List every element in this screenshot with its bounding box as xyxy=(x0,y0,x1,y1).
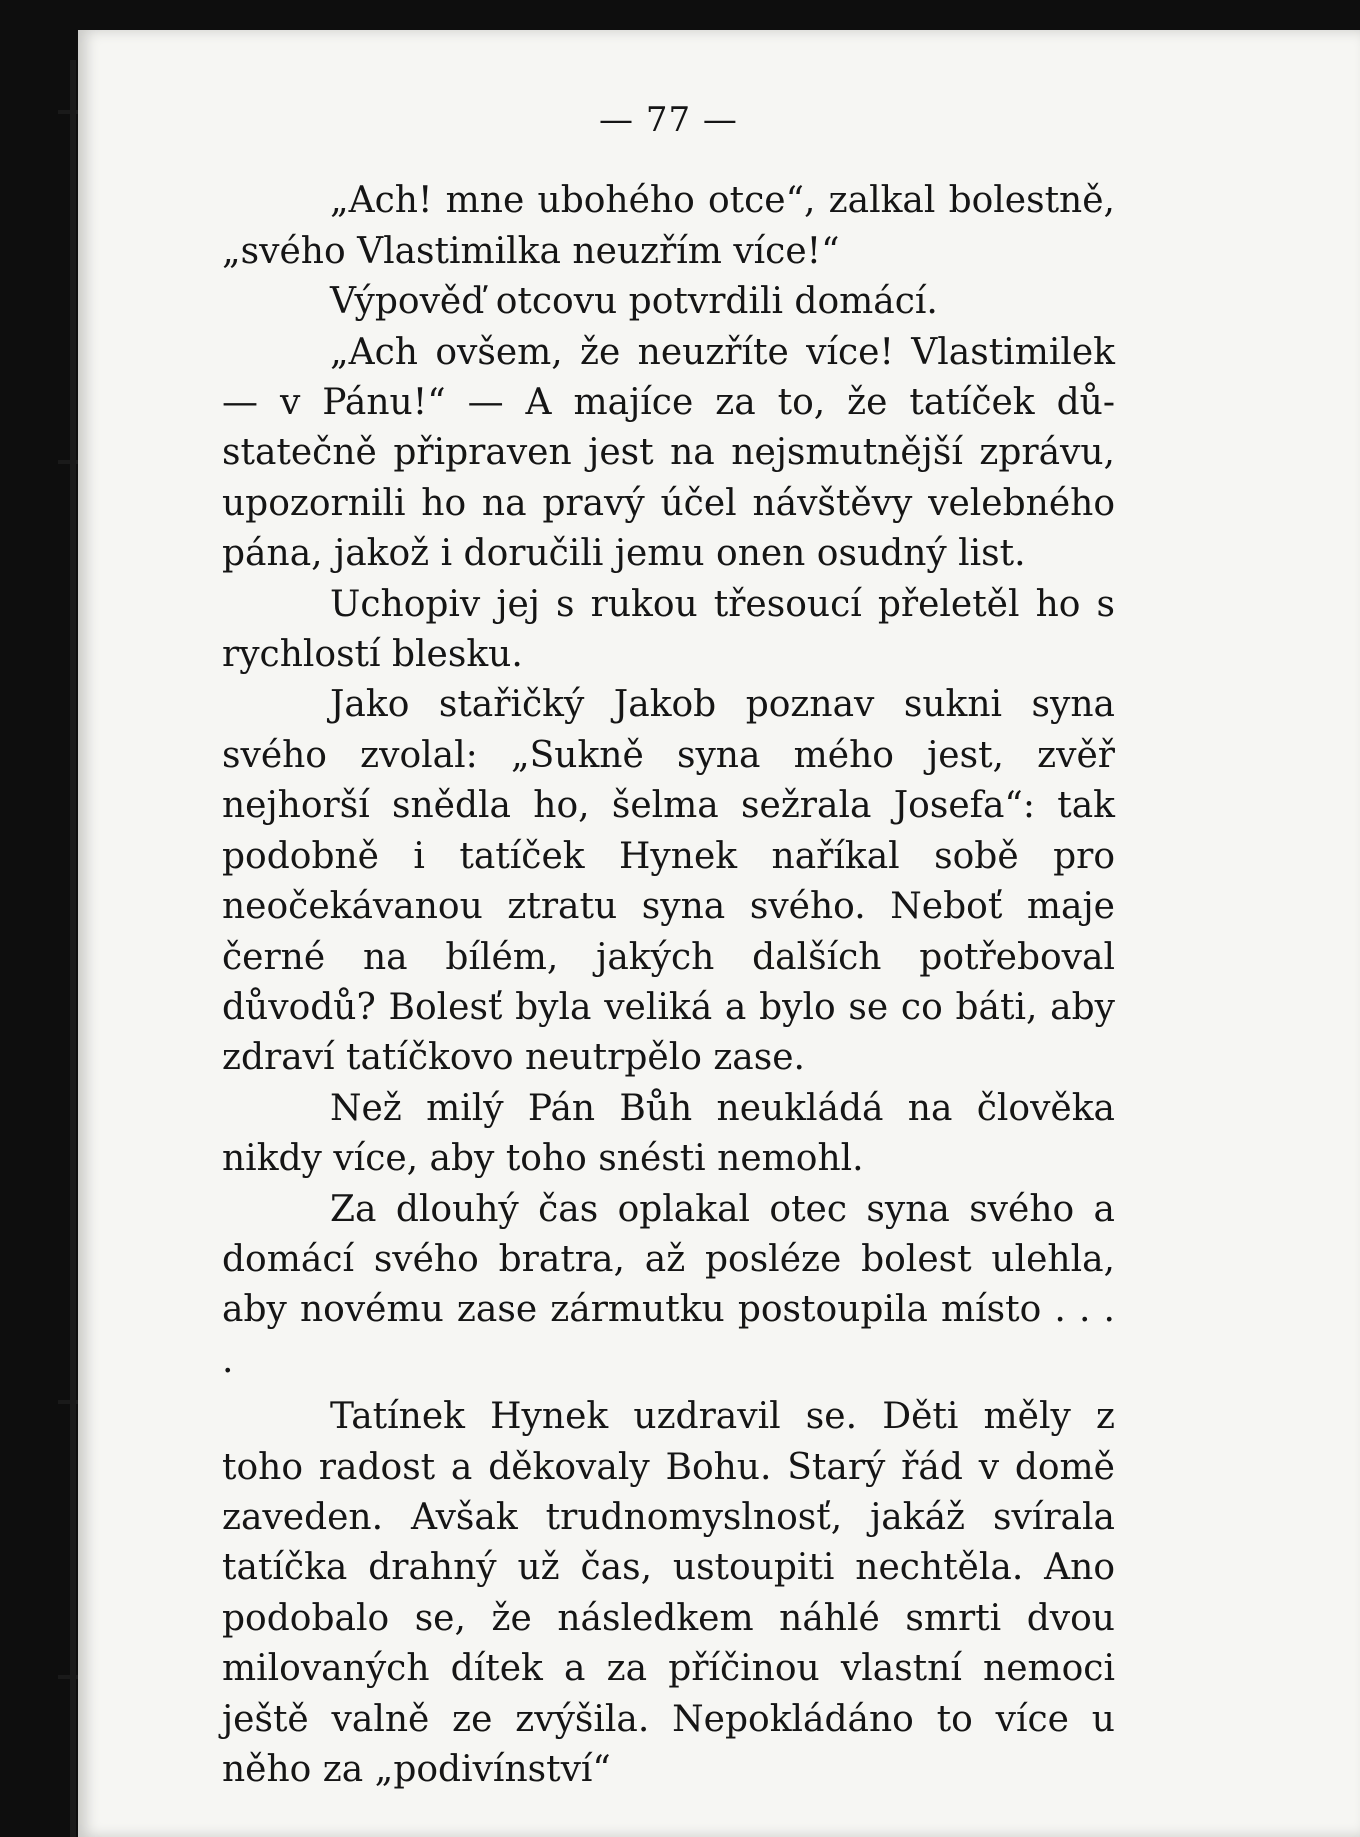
paragraph: Tatínek Hynek uzdravil se. Děti měly z toho radost a děkovaly Bohu. Starý řád v domě zaveden. Avšak trudnomyslnosť, jakáž svírala tatíčka drahný už čas, ustoupiti nechtěla. Ano podobalo se, že následkem náhlé smrti dvou milovaných dítek a za příčinou vlastní nemoci ještě valně ze zvýšila. Nepokládáno to více u něho za „podivínství“ xyxy=(222,1396,1115,1790)
paragraph: Za dlouhý čas oplakal otec syna svého a domácí svého bratra, až posléze bolest ulehla, aby novému zase zármutku postoupila místo . . . . xyxy=(222,1188,1115,1381)
paragraph: Jako stařičký Jakob poznav sukni syna svého zvolal: „Sukně syna mého jest, zvěř nejhorší snědla ho, šelma sežrala Josefa“: tak podobně i tatíček Hynek naříkal sobě pro neočekávanou ztratu syna svého. Neboť maje černé na bílém, jakých dalších potřeboval důvodů? Bolesť byla veliká a bylo se co báti, aby zdraví tatíčkovo neutrpělo zase. xyxy=(222,684,1115,1079)
paragraph: Uchopiv jej s rukou třesoucí přeletěl ho s rychlostí blesku. xyxy=(222,583,1115,676)
paragraph: Výpověď otcovu potvrdili domácí. xyxy=(330,281,938,323)
binding-edge xyxy=(70,60,76,1837)
paragraph: „Ach ovšem, že neuzříte více! Vlastimilek — v Pánu!“ — A majíce za to, že tatíček důstatečně připraven jest na nejsmutnější zprávu, upozornili ho na pravý účel návštěvy velebného pána, jakož i doručili jemu onen osudný list. xyxy=(222,331,1115,575)
page-text xyxy=(222,95,1115,1795)
page-number: — 77 — xyxy=(599,100,738,140)
paragraph: Než milý Pán Bůh neukládá na člověka nikdy více, aby toho snésti nemohl. xyxy=(222,1087,1115,1180)
paragraph: „Ach! mne ubohého otce“, zalkal bolestně, „svého Vlastimilka neuzřím více!“ xyxy=(222,180,1115,272)
